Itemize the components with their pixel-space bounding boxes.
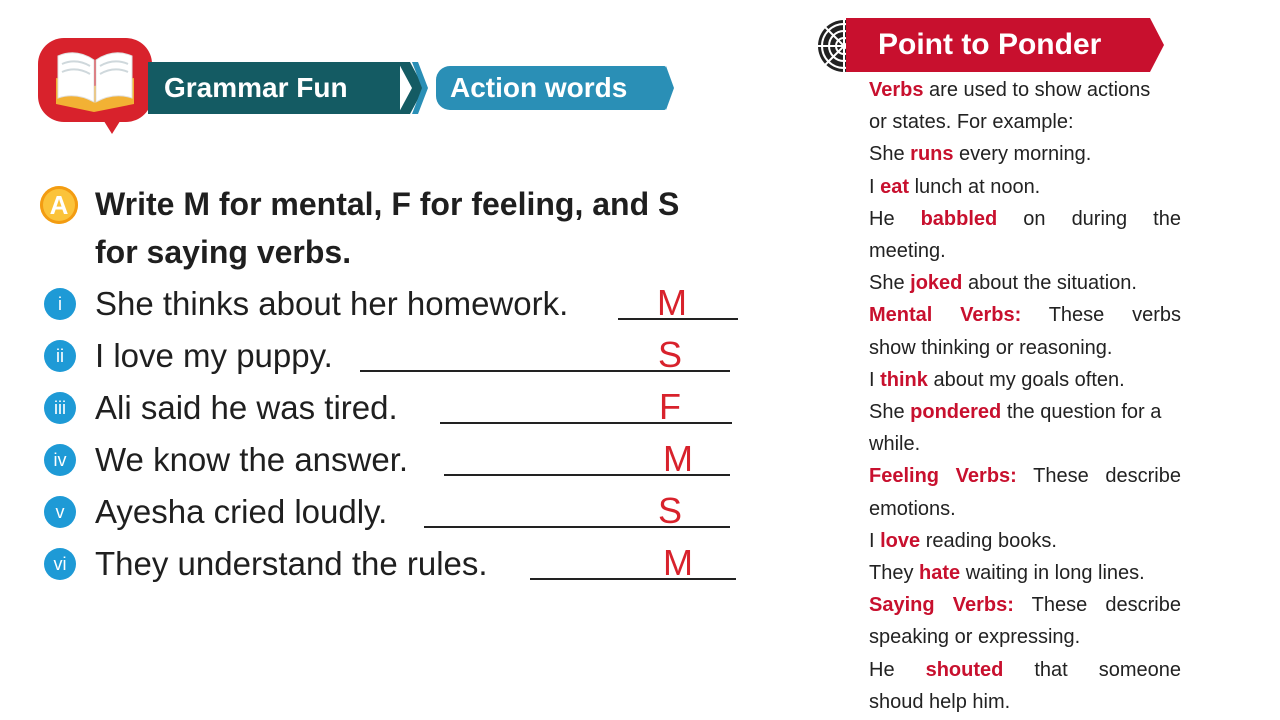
topic-label: Action words [436, 66, 666, 110]
ponder-line: meeting. [869, 240, 946, 263]
question-row [40, 384, 760, 432]
answer-text: M [663, 438, 693, 479]
ponder-line: Feeling Verbs: These describe [869, 465, 1181, 488]
ponder-line: He babbled on during the [869, 207, 1181, 230]
exercise-letter-badge: A [40, 186, 78, 224]
ponder-line: show thinking or reasoning. [869, 336, 1113, 359]
ponder-line: I think about my goals often. [869, 368, 1125, 391]
ribbon-chevron-icon [398, 62, 428, 114]
ponder-line: He shouted that someone [869, 658, 1182, 681]
question-number: i [44, 288, 76, 320]
point-to-ponder-banner: Point to Ponder [846, 18, 1150, 72]
instruction-line-2: for saying verbs. [95, 234, 352, 270]
question-text: We know the answer. [95, 441, 409, 478]
ponder-line: while. [869, 433, 921, 456]
ponder-line: I eat lunch at noon. [869, 175, 1041, 198]
ponder-line: I love reading books. [869, 529, 1057, 552]
answer-text: M [657, 282, 687, 323]
question-number: vi [44, 548, 76, 580]
answer-blank[interactable] [530, 578, 736, 580]
question-row [40, 488, 760, 536]
ponder-line: emotions. [869, 497, 956, 520]
answer-text: F [659, 386, 681, 427]
question-row [40, 436, 760, 484]
question-row [40, 540, 760, 588]
question-text: They understand the rules. [95, 545, 488, 582]
ponder-line: She joked about the situation. [869, 272, 1137, 295]
question-row [40, 332, 760, 380]
ponder-line: Mental Verbs: These verbs [869, 304, 1181, 327]
ponder-line: shoud help him. [869, 690, 1011, 713]
question-number: v [44, 496, 76, 528]
answer-text: S [657, 490, 682, 531]
question-text: Ali said he was tired. [95, 389, 398, 426]
grammar-fun-ribbon: Grammar Fun [148, 62, 400, 114]
exercise-instruction [95, 180, 775, 276]
ponder-line: Verbs are used to show actions [869, 79, 1151, 101]
ponder-line: She pondered the question for a [869, 401, 1162, 424]
book-badge [38, 38, 152, 122]
question-number: ii [44, 340, 76, 372]
instruction-line-1: Write M for mental, F for feeling, and S [95, 186, 680, 222]
question-text: She thinks about her homework. [95, 285, 569, 322]
answer-text: M [663, 542, 693, 583]
ponder-line: They hate waiting in long lines. [869, 562, 1145, 585]
question-text: Ayesha cried loudly. [95, 493, 388, 530]
open-book-icon [50, 44, 140, 114]
ponder-line: Saying Verbs: These describe [869, 594, 1181, 617]
question-row [40, 280, 760, 328]
ponder-line: speaking or expressing. [869, 626, 1081, 649]
ponder-text [869, 74, 1181, 718]
question-text: I love my puppy. [95, 337, 333, 374]
ponder-line: or states. For example: [869, 111, 1074, 134]
answer-text: S [657, 334, 682, 375]
ponder-line: She runs every morning. [869, 143, 1092, 166]
question-number: iv [44, 444, 76, 476]
question-number: iii [44, 392, 76, 424]
